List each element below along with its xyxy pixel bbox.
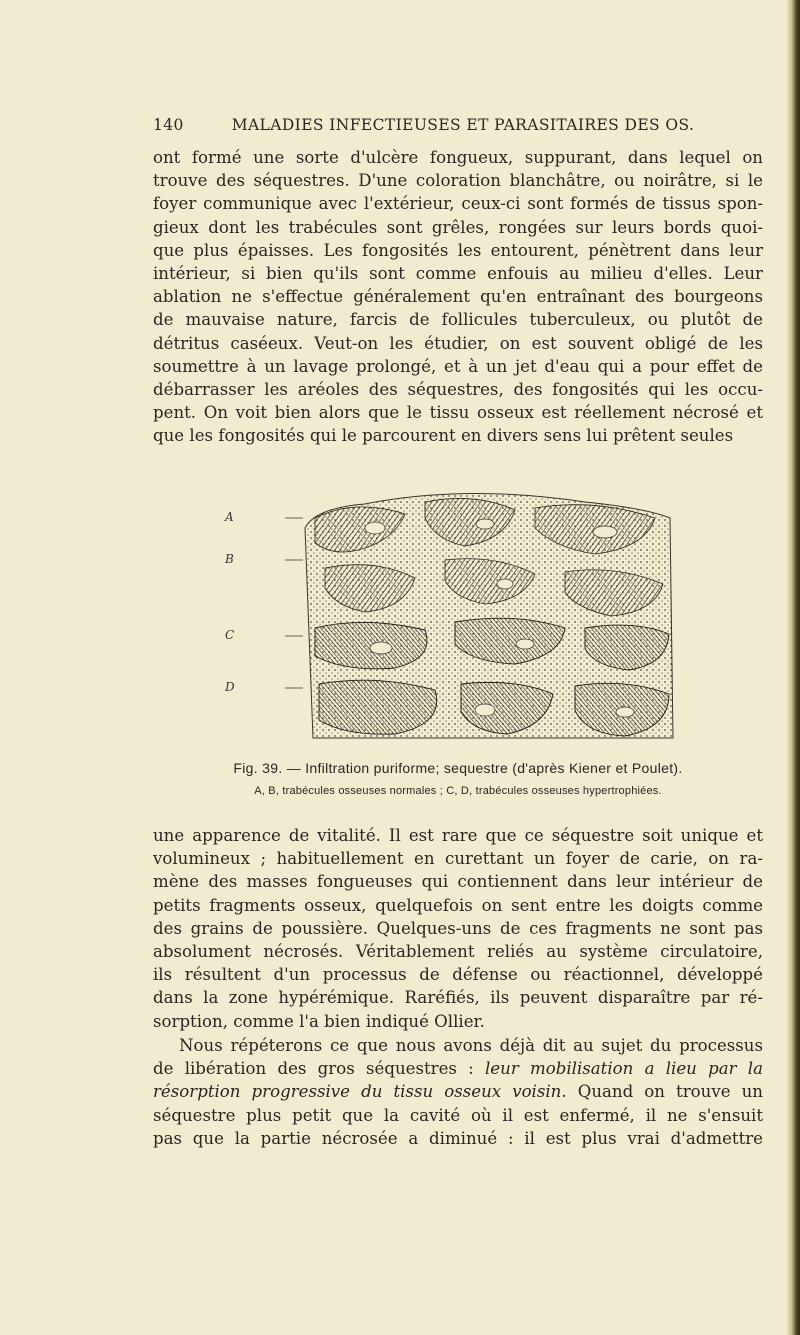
running-head: [153, 116, 763, 140]
text-line: pent. On voit bien alors que le tissu osseux est réellement nécrosé et: [153, 403, 763, 423]
figure-label-b: B: [225, 552, 234, 566]
text-line: foyer communique avec l'extérieur, ceux-ci sont formés de tissus spon-: [153, 194, 763, 214]
text-line: détritus caséeux. Veut-on les étudier, on est souvent obligé de les: [153, 333, 763, 353]
running-title: MALADIES INFECTIEUSES ET PARASITAIRES DES OS.: [231, 116, 695, 134]
text-line: séquestre plus petit que la cavité où il est enfermé, il ne s'ensuit: [153, 1105, 763, 1125]
figure-label-d: D: [225, 680, 235, 694]
text-line: de mauvaise nature, farcis de follicules tuberculeux, ou plutôt de: [153, 310, 763, 330]
bone-tissue-engraving: [285, 488, 685, 740]
text-run: . Quand on trouve un: [561, 1082, 763, 1102]
page-edge-shadow: [786, 0, 800, 1335]
text-line: que les fongosités qui le parcourent en divers sens lui prêtent seules: [153, 426, 734, 446]
figure-label-a: A: [225, 510, 234, 524]
paragraph-2: [153, 824, 763, 1033]
text-line: [153, 1080, 763, 1103]
text-line: sorption, comme l'a bien indiqué Ollier.: [153, 1011, 485, 1031]
paragraph-3: [153, 1034, 763, 1150]
text-line: ils résultent d'un processus de défense ou réactionnel, développé: [153, 965, 763, 985]
text-line: pas que la partie nécrosée a diminué : il est plus vrai d'admettre: [153, 1128, 763, 1148]
figure-39-illustration: [225, 488, 685, 740]
text-line: trouve des séquestres. D'une coloration blanchâtre, ou noirâtre, si le: [153, 171, 763, 191]
text-line: ont formé une sorte d'ulcère fongueux, suppurant, dans lequel on: [153, 148, 763, 167]
text-line: petits fragments osseux, quelquefois on sent entre les doigts comme: [153, 895, 763, 915]
text-run: de libération des gros séquestres :: [153, 1059, 485, 1079]
text-line: que plus épaisses. Les fongosités les entourent, pénètrent dans leur: [153, 240, 763, 260]
text-line: dans la zone hypérémique. Raréfiés, ils peuvent disparaître par ré-: [153, 988, 763, 1008]
text-line: intérieur, si bien qu'ils sont comme enfouis au milieu d'elles. Leur: [153, 264, 763, 284]
text-line: [153, 1057, 763, 1080]
text-line: Nous répéterons ce que nous avons déjà dit au sujet du processus: [179, 1036, 763, 1055]
italic-run: résorption progressive du tissu osseux voisin: [153, 1082, 562, 1102]
italic-run: leur mobilisation a lieu par la: [485, 1059, 763, 1079]
figure-caption-legend: A, B, trabécules osseuses normales ; C, D, trabécules osseuses hypertrophiées.: [254, 785, 662, 797]
text-line: ablation ne s'effectue généralement qu'en entraînant des bourgeons: [153, 287, 763, 307]
text-line: soumettre à un lavage prolongé, et à un jet d'eau qui a pour effet de: [153, 356, 763, 376]
figure-caption-title: Fig. 39. — Infiltration puriforme; sequestre (d'après Kiener et Poulet).: [233, 760, 683, 776]
text-line: des grains de poussière. Quelques-uns de ces fragments ne sont pas: [153, 918, 763, 938]
text-line: absolument nécrosés. Véritablement reliés au système circulatoire,: [153, 942, 763, 962]
paragraph-1: [153, 146, 763, 448]
text-line: débarrasser les aréoles des séquestres, des fongosités qui les occu-: [153, 380, 763, 400]
text-line: volumineux ; habituellement en curettant un foyer de carie, on ra-: [153, 849, 763, 869]
text-line: mène des masses fongueuses qui contiennent dans leur intérieur de: [153, 872, 763, 892]
text-line: gieux dont les trabécules sont grêles, rongées sur leurs bords quoi-: [153, 217, 763, 237]
text-line: une apparence de vitalité. Il est rare que ce séquestre soit unique et: [153, 826, 763, 845]
page-number: 140: [153, 116, 184, 134]
figure-label-c: C: [225, 628, 235, 642]
